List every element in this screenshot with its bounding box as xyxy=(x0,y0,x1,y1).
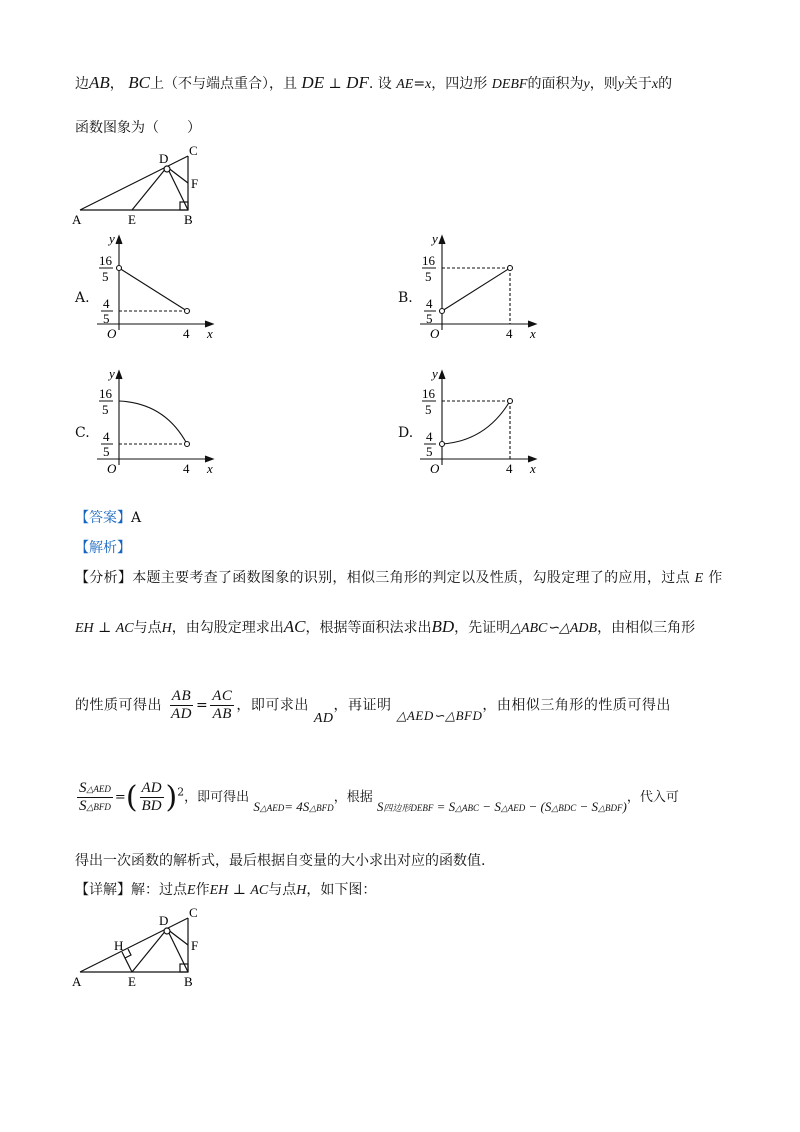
text: ，由勾股定理求出 xyxy=(171,620,284,636)
text: ，则 xyxy=(589,76,618,92)
svg-text:5: 5 xyxy=(102,402,109,417)
y-tick-16-5 xyxy=(99,386,113,417)
fraction-S-AED-S-BFD: $\frac{\text{S△AED}}{\text{S△BFD}}$ xyxy=(79,780,111,814)
math-similar-AED-BFD: △AED∽△BFD xyxy=(396,707,483,723)
text: ，即可求出 xyxy=(236,697,309,714)
text: 与点 xyxy=(268,882,297,898)
y-tick-4-5 xyxy=(424,429,436,459)
math-AD: AD xyxy=(313,710,334,726)
fraction-AD-BD: $\frac{AD}{BD}$ xyxy=(141,780,162,814)
y-tick-4-5 xyxy=(101,429,113,459)
math-DEBF: DEBF xyxy=(491,77,528,92)
perp-symbol: ⊥ xyxy=(98,620,112,636)
svg-text:16: 16 xyxy=(99,386,112,401)
y-tick-16-5 xyxy=(422,386,436,417)
detail-line xyxy=(75,879,376,899)
text: 边 xyxy=(75,76,89,92)
math-E: E xyxy=(187,883,196,898)
relation-S: S△AED= 4S△BFD xyxy=(253,799,334,814)
math-DE: DE xyxy=(301,73,325,92)
analysis-line-4: $\frac{\text{S△AED}}{\text{S△BFD}}$ =( $\frac{AD}{BD}$ )$^2$，即可得出 S△AED= 4S△BFD，根据 S四边形DEBF = S△ABC − S△AED − (S△BDC − S△BDF)，代入可 xyxy=(79,780,679,815)
math-H: H xyxy=(296,883,307,898)
text: . 设 xyxy=(368,76,392,92)
origin-label: O xyxy=(430,461,440,476)
text: 解：过点 xyxy=(131,882,187,898)
label-A: A xyxy=(72,974,82,989)
text: ，如下图： xyxy=(306,882,377,898)
perp-symbol: ⊥ xyxy=(328,76,342,92)
analysis-line-5: 得出一次函数的解析式，最后根据自变量的大小求出对应的函数值. xyxy=(75,853,486,869)
text: ，根据等面积法求出 xyxy=(305,620,432,636)
eq-symbol: = xyxy=(195,697,209,714)
y-tick-16-5 xyxy=(99,253,113,284)
text: 上（不与端点重合），且 xyxy=(149,76,297,92)
x-axis-label: x xyxy=(207,461,213,476)
svg-text:5: 5 xyxy=(426,444,433,459)
eq-symbol: = xyxy=(114,790,126,805)
math-E: E xyxy=(694,571,704,586)
x-tick-4: 4 xyxy=(506,326,513,341)
label-F: F xyxy=(191,176,199,191)
perp-symbol: ⊥ xyxy=(232,882,246,898)
math-BC: BC xyxy=(128,73,150,92)
label-E: E xyxy=(128,974,136,989)
answer-line xyxy=(75,507,141,527)
y-axis-label: y xyxy=(109,232,115,246)
x-axis-label: x xyxy=(530,326,536,341)
option-D[interactable] xyxy=(398,367,558,482)
math-AC: AC xyxy=(283,617,306,636)
text: ，代入可 xyxy=(626,790,679,805)
svg-text:5: 5 xyxy=(103,444,110,459)
y-tick-4-5 xyxy=(101,296,113,326)
option-letter: D. xyxy=(398,425,414,441)
answer-tag: 【答案】 xyxy=(75,510,131,526)
text: ， xyxy=(109,76,124,92)
label-E: E xyxy=(128,212,136,227)
label-A: A xyxy=(72,212,82,227)
text: ，再证明 xyxy=(333,697,392,714)
math-x: x xyxy=(651,77,659,92)
y-tick-4-5 xyxy=(424,296,436,326)
x-axis-label: x xyxy=(207,326,213,341)
svg-text:4: 4 xyxy=(426,429,433,444)
exponent: 2 xyxy=(177,785,185,799)
triangle-figure-1 xyxy=(70,140,220,230)
text: ，由相似三角形的性质可得出 xyxy=(482,697,671,714)
fraction-AC-AB: $\frac{AC}{AB}$ xyxy=(212,688,233,722)
text: 作 xyxy=(708,570,723,586)
origin-label: O xyxy=(107,461,117,476)
svg-text:4: 4 xyxy=(103,429,110,444)
text: ，由相似三角形 xyxy=(597,620,696,636)
svg-text:4: 4 xyxy=(426,296,433,311)
text: ，四边形 xyxy=(431,76,488,92)
label-D: D xyxy=(159,913,169,928)
option-letter: C. xyxy=(75,425,90,441)
text: 的 xyxy=(658,76,673,92)
answer-value: A xyxy=(131,510,142,526)
svg-text:16: 16 xyxy=(422,386,435,401)
label-C: C xyxy=(189,905,198,920)
fraction-AB-AD: $\frac{AB}{AD}$ xyxy=(170,688,192,722)
math-y: y xyxy=(617,77,624,92)
analysis-tag: 【解析】 xyxy=(75,540,131,556)
question-line-2: 函数图象为（ ） xyxy=(75,120,201,136)
option-C[interactable] xyxy=(75,367,235,482)
label-B: B xyxy=(184,212,193,227)
label-D: D xyxy=(159,151,169,166)
origin-label: O xyxy=(107,326,117,341)
text: 的性质可得出 xyxy=(75,697,162,714)
y-axis-label: y xyxy=(432,232,438,246)
svg-text:5: 5 xyxy=(103,311,110,326)
math-similar-ABC-ADB: △ABC∽△ADB xyxy=(510,621,598,636)
text: ，即可得出 xyxy=(184,790,250,805)
svg-text:5: 5 xyxy=(102,269,109,284)
svg-text:16: 16 xyxy=(99,253,112,268)
y-axis-label: y xyxy=(432,367,438,381)
label-C: C xyxy=(189,143,198,158)
math-EH: EH xyxy=(209,883,229,898)
math-DF: DF xyxy=(346,73,369,92)
label-B: B xyxy=(184,974,193,989)
graph-C xyxy=(93,367,233,482)
analysis-subtag: 【分析】 xyxy=(75,570,133,586)
text: 作 xyxy=(195,882,210,898)
question-line-1 xyxy=(75,73,672,93)
eq-symbol: = xyxy=(413,76,426,92)
text: 与点 xyxy=(133,620,162,636)
option-A[interactable] xyxy=(75,232,235,347)
math-AC: AC xyxy=(115,621,134,636)
x-tick-4: 4 xyxy=(183,326,190,341)
math-x: x xyxy=(425,77,432,92)
detail-tag: 【详解】 xyxy=(75,882,131,898)
label-H: H xyxy=(114,938,124,953)
text: ，先证明 xyxy=(454,620,511,636)
x-tick-4: 4 xyxy=(506,461,513,476)
y-axis-label: y xyxy=(109,367,115,381)
analysis-line-2 xyxy=(75,617,695,637)
svg-text:4: 4 xyxy=(103,296,110,311)
math-H: H xyxy=(161,621,172,636)
svg-text:5: 5 xyxy=(426,311,433,326)
option-letter: A. xyxy=(75,290,90,306)
label-F: F xyxy=(191,938,199,953)
graph-A xyxy=(93,232,233,347)
math-AC: AC xyxy=(250,883,269,898)
triangle-figure-2 xyxy=(70,900,220,995)
math-AE: AE xyxy=(396,77,414,92)
area-formula: S四边形DEBF = S△ABC − S△AED − (S△BDC − S△BDF) xyxy=(376,799,627,814)
svg-text:16: 16 xyxy=(422,253,435,268)
option-letter: B. xyxy=(398,290,413,306)
svg-text:5: 5 xyxy=(425,269,432,284)
analysis-line-3 xyxy=(75,688,671,726)
svg-text:5: 5 xyxy=(425,402,432,417)
math-y: y xyxy=(583,77,590,92)
option-B[interactable] xyxy=(398,232,558,347)
text: 本题主要考查了函数图象的识别，相似三角形的判定以及性质，勾股定理了的应用，过点 xyxy=(132,570,690,586)
analysis-line-1 xyxy=(75,567,723,587)
origin-label: O xyxy=(430,326,440,341)
math-BD: BD xyxy=(431,617,455,636)
text: 关于 xyxy=(623,76,652,92)
graph-B xyxy=(416,232,556,347)
y-tick-16-5 xyxy=(422,253,436,284)
text: ，根据 xyxy=(333,790,373,805)
x-axis-label: x xyxy=(530,461,536,476)
math-AB: AB xyxy=(89,73,110,92)
x-tick-4: 4 xyxy=(183,461,190,476)
math-EH: EH xyxy=(75,621,94,636)
graph-D xyxy=(416,367,556,482)
text: 的面积为 xyxy=(527,76,584,92)
